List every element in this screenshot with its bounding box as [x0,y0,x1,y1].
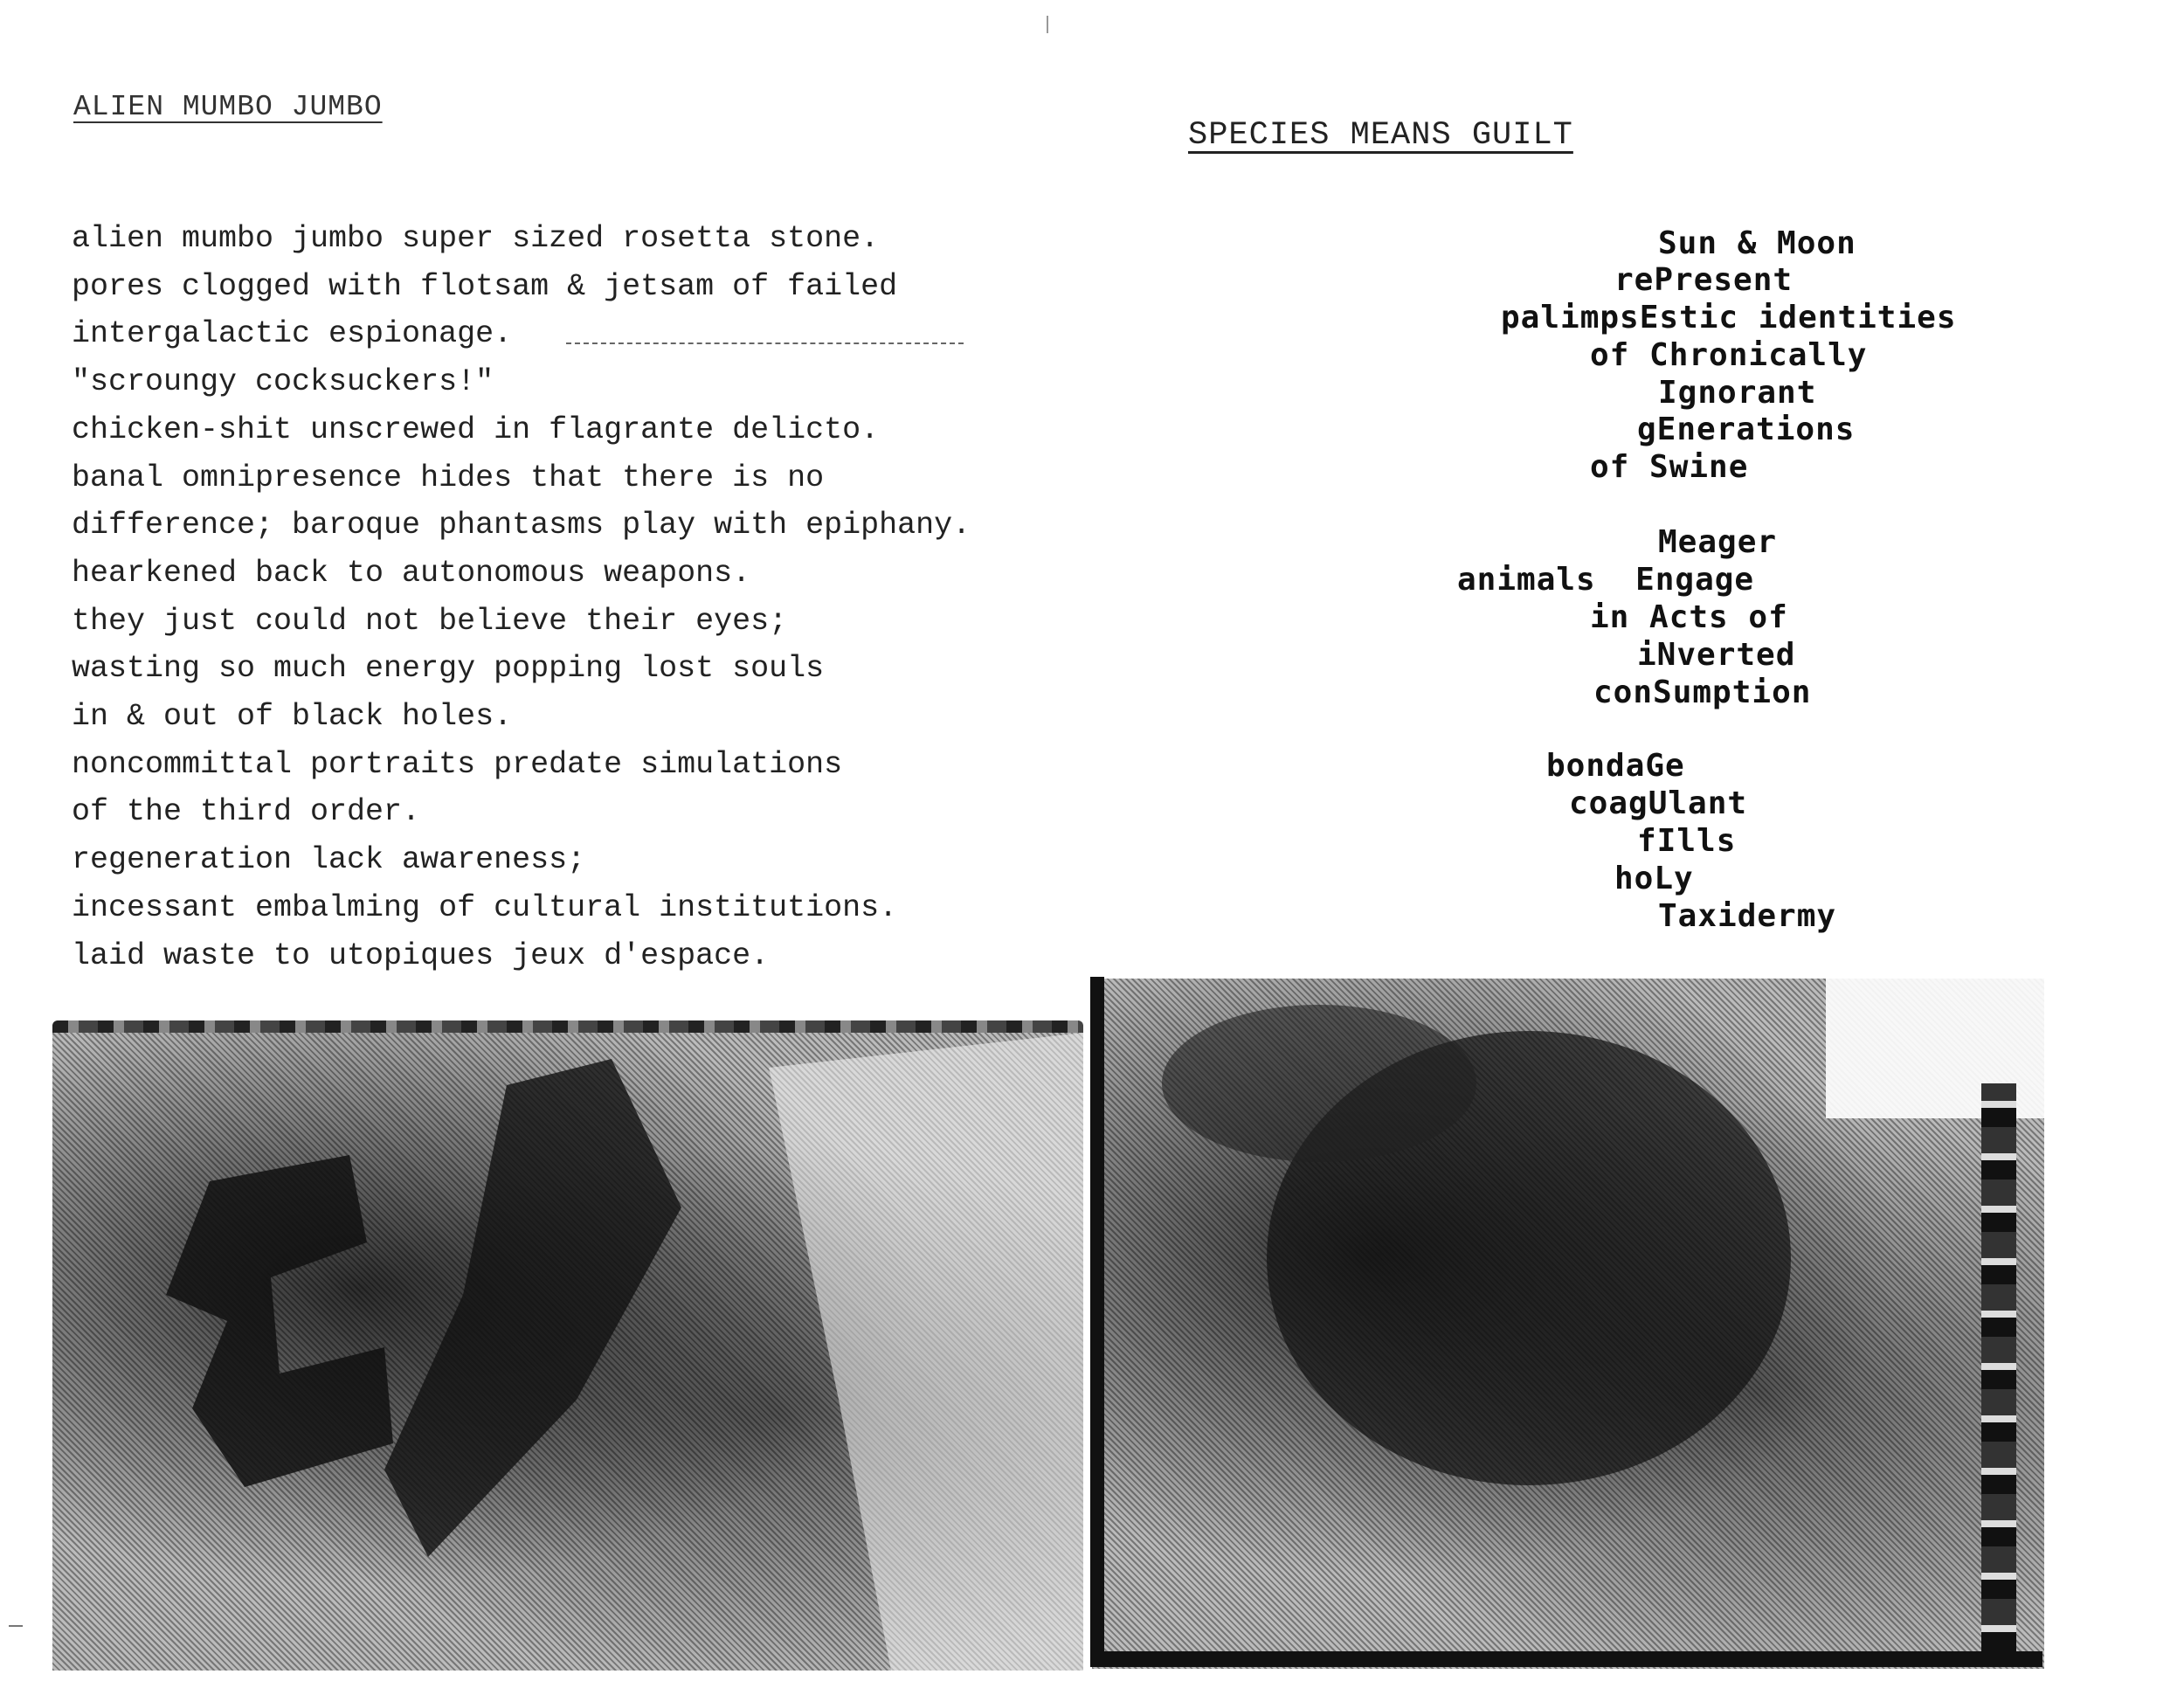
poem-line: Ignorant [1658,375,1817,411]
poem-line: chicken-shit unscrewed in flagrante delicto. [72,412,880,447]
poem-line: conSumption [1593,675,1812,710]
poem-line: "scroungy cocksuckers!" [72,364,494,400]
poem-line: rePresent [1614,262,1794,298]
halftone-photo-right [1092,979,2044,1669]
poem-title-species-means-guilt: SPECIES MEANS GUILT [1188,117,1573,154]
poem-line: laid waste to utopiques jeux d'espace. [72,937,770,973]
poem-line: they just could not believe their eyes; [72,603,788,639]
poem-line: wasting so much energy popping lost souls [72,651,825,687]
poem-line: iNverted [1637,637,1796,673]
poem-line: banal omnipresence hides that there is no [72,460,825,495]
poem-line: intergalactic espionage. [72,316,513,352]
poem-line: coagUlant [1569,785,1748,821]
poem-line: Meager [1658,524,1778,560]
photo-left-shapes [52,1033,1083,1671]
poem-line: of Chronically [1590,337,1868,373]
poem-line: regeneration lack awareness; [72,842,586,878]
poem-alien-mumbo-jumbo [72,215,971,979]
scribble-line [566,342,964,346]
poem-line: difference; baroque phantasms play with epiphany. [72,508,971,543]
photo-frame-left-edge [1090,977,1104,1667]
poem-title-alien-mumbo-jumbo: ALIEN MUMBO JUMBO [73,91,383,123]
poem-line: hoLy [1614,861,1694,896]
photo-frame-bottom-edge [1090,1651,2042,1667]
poem-line: incessant embalming of cultural institutions. [72,889,898,925]
poem-line: gEnerations [1637,412,1856,447]
poem-line: hearkened back to autonomous weapons. [72,555,751,591]
poem-line: pores clogged with flotsam & jetsam of failed [72,268,898,304]
poem-line: of Swine [1590,449,1749,485]
poem-line: palimpsEstic identities [1501,300,1957,336]
poem-line: Taxidermy [1658,898,1837,934]
photo-frame-post [1981,1083,2016,1651]
poem-line: noncommittal portraits predate simulations [72,746,843,782]
poem-line: Sun & Moon [1658,225,1856,261]
poem-line: in & out of black holes. [72,699,513,735]
edge-mark [9,1625,23,1627]
halftone-photo-left [52,1033,1083,1671]
poem-line: fIlls [1637,823,1737,859]
poem-line: bondaGe [1546,748,1685,784]
photo-right-shapes [1092,979,2044,1669]
poem-line: animals Engage [1457,562,1755,598]
poem-line: in Acts of [1590,599,1788,635]
poem-line: alien mumbo jumbo super sized rosetta stone. [72,221,880,256]
poem-line: of the third order. [72,794,421,830]
